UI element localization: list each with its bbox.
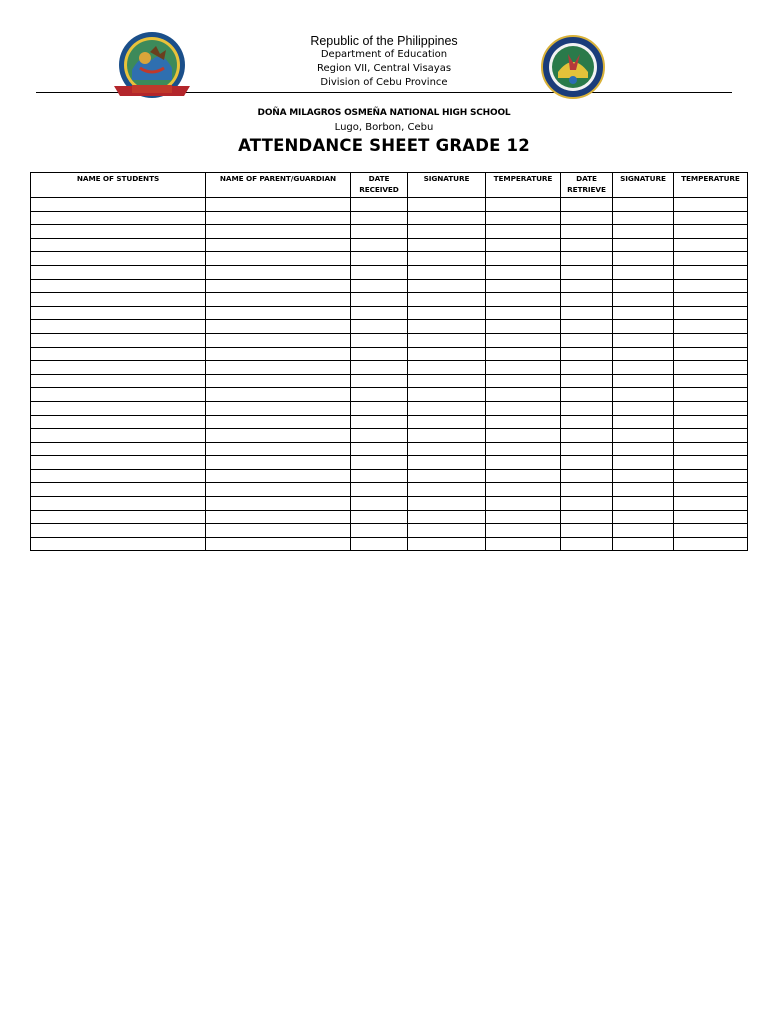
table-row bbox=[31, 415, 748, 429]
table-cell bbox=[613, 293, 674, 307]
table-row bbox=[31, 333, 748, 347]
table-cell bbox=[351, 374, 408, 388]
table-cell bbox=[351, 198, 408, 212]
deped-school-seal-icon bbox=[110, 30, 194, 104]
column-header: NAME OF STUDENTS bbox=[31, 173, 206, 198]
table-cell bbox=[486, 306, 561, 320]
table-cell bbox=[206, 333, 351, 347]
table-cell bbox=[408, 374, 486, 388]
table-cell bbox=[31, 456, 206, 470]
table-cell bbox=[674, 198, 748, 212]
table-cell bbox=[613, 252, 674, 266]
column-header: NAME OF PARENT/GUARDIAN bbox=[206, 173, 351, 198]
table-cell bbox=[613, 469, 674, 483]
table-row bbox=[31, 388, 748, 402]
table-cell bbox=[31, 401, 206, 415]
table-cell bbox=[561, 279, 613, 293]
table-cell bbox=[206, 456, 351, 470]
table-cell bbox=[351, 510, 408, 524]
table-cell bbox=[408, 238, 486, 252]
table-cell bbox=[31, 238, 206, 252]
table-cell bbox=[613, 401, 674, 415]
table-cell bbox=[486, 388, 561, 402]
table-cell bbox=[486, 537, 561, 551]
table-cell bbox=[561, 252, 613, 266]
table-cell bbox=[408, 265, 486, 279]
table-cell bbox=[31, 537, 206, 551]
table-cell bbox=[561, 469, 613, 483]
table-cell bbox=[31, 388, 206, 402]
table-cell bbox=[408, 306, 486, 320]
table-cell bbox=[561, 415, 613, 429]
column-header: TEMPERATURE bbox=[674, 173, 748, 198]
table-cell bbox=[408, 456, 486, 470]
table-cell bbox=[674, 483, 748, 497]
table-row bbox=[31, 483, 748, 497]
table-cell bbox=[408, 361, 486, 375]
table-cell bbox=[206, 469, 351, 483]
table-cell bbox=[206, 429, 351, 443]
table-cell bbox=[674, 537, 748, 551]
table-row bbox=[31, 306, 748, 320]
table-cell bbox=[561, 306, 613, 320]
table-cell bbox=[408, 347, 486, 361]
table-cell bbox=[31, 483, 206, 497]
table-cell bbox=[351, 442, 408, 456]
table-cell bbox=[486, 469, 561, 483]
division-heading: Division of Cebu Province bbox=[320, 77, 448, 88]
table-cell bbox=[31, 225, 206, 239]
table-cell bbox=[31, 374, 206, 388]
table-cell bbox=[31, 333, 206, 347]
table-cell bbox=[486, 510, 561, 524]
table-cell bbox=[486, 333, 561, 347]
table-cell bbox=[408, 524, 486, 538]
table-cell bbox=[486, 279, 561, 293]
table-cell bbox=[351, 361, 408, 375]
table-cell bbox=[561, 211, 613, 225]
table-row bbox=[31, 537, 748, 551]
table-cell bbox=[486, 442, 561, 456]
table-row bbox=[31, 225, 748, 239]
table-row bbox=[31, 497, 748, 511]
table-cell bbox=[206, 293, 351, 307]
table-cell bbox=[613, 320, 674, 334]
table-cell bbox=[31, 524, 206, 538]
table-cell bbox=[486, 198, 561, 212]
table-row bbox=[31, 374, 748, 388]
table-cell bbox=[674, 442, 748, 456]
table-cell bbox=[351, 483, 408, 497]
table-cell bbox=[31, 279, 206, 293]
table-cell bbox=[561, 238, 613, 252]
table-cell bbox=[408, 225, 486, 239]
table-cell bbox=[206, 238, 351, 252]
table-cell bbox=[351, 537, 408, 551]
table-row bbox=[31, 456, 748, 470]
table-cell bbox=[408, 198, 486, 212]
table-row bbox=[31, 469, 748, 483]
table-cell bbox=[486, 456, 561, 470]
table-cell bbox=[561, 429, 613, 443]
table-cell bbox=[351, 497, 408, 511]
school-address: Lugo, Borbon, Cebu bbox=[334, 122, 434, 133]
table-cell bbox=[351, 388, 408, 402]
table-cell bbox=[408, 442, 486, 456]
table-cell bbox=[613, 374, 674, 388]
table-cell bbox=[561, 483, 613, 497]
table-cell bbox=[31, 429, 206, 443]
table-cell bbox=[408, 401, 486, 415]
table-cell bbox=[561, 456, 613, 470]
table-cell bbox=[351, 238, 408, 252]
table-cell bbox=[31, 469, 206, 483]
table-cell bbox=[206, 524, 351, 538]
table-cell bbox=[674, 347, 748, 361]
table-cell bbox=[31, 415, 206, 429]
table-row bbox=[31, 510, 748, 524]
table-cell bbox=[408, 333, 486, 347]
table-cell bbox=[408, 211, 486, 225]
table-cell bbox=[206, 442, 351, 456]
table-cell bbox=[408, 429, 486, 443]
table-cell bbox=[674, 333, 748, 347]
table-cell bbox=[351, 265, 408, 279]
table-cell bbox=[674, 238, 748, 252]
table-cell bbox=[561, 265, 613, 279]
table-row bbox=[31, 238, 748, 252]
table-cell bbox=[206, 401, 351, 415]
table-cell bbox=[486, 497, 561, 511]
table-cell bbox=[613, 225, 674, 239]
table-cell bbox=[486, 252, 561, 266]
table-cell bbox=[674, 510, 748, 524]
table-cell bbox=[613, 361, 674, 375]
table-cell bbox=[561, 333, 613, 347]
table-row bbox=[31, 265, 748, 279]
table-cell bbox=[561, 537, 613, 551]
table-cell bbox=[486, 211, 561, 225]
table-cell bbox=[613, 279, 674, 293]
table-cell bbox=[674, 306, 748, 320]
table-row bbox=[31, 279, 748, 293]
column-header: SIGNATURE bbox=[408, 173, 486, 198]
table-cell bbox=[31, 293, 206, 307]
table-cell bbox=[674, 497, 748, 511]
table-cell bbox=[408, 537, 486, 551]
table-cell bbox=[351, 320, 408, 334]
table-cell bbox=[561, 497, 613, 511]
table-cell bbox=[674, 320, 748, 334]
table-cell bbox=[408, 388, 486, 402]
table-cell bbox=[674, 401, 748, 415]
table-cell bbox=[206, 347, 351, 361]
table-cell bbox=[351, 211, 408, 225]
table-cell bbox=[408, 415, 486, 429]
page-title: ATTENDANCE SHEET GRADE 12 bbox=[238, 136, 530, 155]
table-cell bbox=[674, 469, 748, 483]
table-row bbox=[31, 524, 748, 538]
table-cell bbox=[561, 442, 613, 456]
column-header: SIGNATURE bbox=[613, 173, 674, 198]
table-cell bbox=[206, 374, 351, 388]
table-cell bbox=[206, 265, 351, 279]
table-cell bbox=[486, 374, 561, 388]
table-cell bbox=[486, 320, 561, 334]
attendance-table-body bbox=[31, 198, 748, 551]
table-cell bbox=[561, 388, 613, 402]
table-cell bbox=[206, 497, 351, 511]
table-cell bbox=[613, 211, 674, 225]
table-cell bbox=[613, 483, 674, 497]
table-row bbox=[31, 401, 748, 415]
table-cell bbox=[31, 347, 206, 361]
table-cell bbox=[613, 388, 674, 402]
table-cell bbox=[351, 456, 408, 470]
table-cell bbox=[561, 225, 613, 239]
table-header-row bbox=[31, 173, 748, 198]
table-cell bbox=[486, 265, 561, 279]
table-cell bbox=[31, 442, 206, 456]
table-cell bbox=[674, 265, 748, 279]
division-of-cebu-province-seal-icon bbox=[540, 34, 606, 100]
table-cell bbox=[31, 361, 206, 375]
table-cell bbox=[206, 211, 351, 225]
table-cell bbox=[674, 456, 748, 470]
table-row bbox=[31, 252, 748, 266]
table-cell bbox=[351, 347, 408, 361]
table-cell bbox=[613, 497, 674, 511]
table-cell bbox=[206, 225, 351, 239]
table-cell bbox=[408, 293, 486, 307]
table-cell bbox=[31, 510, 206, 524]
table-cell bbox=[408, 320, 486, 334]
table-cell bbox=[486, 238, 561, 252]
table-cell bbox=[408, 483, 486, 497]
table-cell bbox=[206, 537, 351, 551]
table-cell bbox=[613, 429, 674, 443]
table-cell bbox=[31, 265, 206, 279]
table-cell bbox=[613, 456, 674, 470]
table-cell bbox=[674, 415, 748, 429]
department-heading: Department of Education bbox=[320, 49, 448, 60]
column-header: TEMPERATURE bbox=[486, 173, 561, 198]
table-row bbox=[31, 347, 748, 361]
table-cell bbox=[674, 252, 748, 266]
table-cell bbox=[561, 198, 613, 212]
table-cell bbox=[486, 401, 561, 415]
table-cell bbox=[561, 510, 613, 524]
table-cell bbox=[31, 497, 206, 511]
table-cell bbox=[351, 306, 408, 320]
table-cell bbox=[674, 211, 748, 225]
table-row bbox=[31, 442, 748, 456]
table-cell bbox=[674, 374, 748, 388]
table-cell bbox=[613, 524, 674, 538]
table-cell bbox=[486, 483, 561, 497]
table-cell bbox=[674, 293, 748, 307]
table-row bbox=[31, 198, 748, 212]
table-cell bbox=[674, 279, 748, 293]
region-heading: Region VII, Central Visayas bbox=[316, 63, 452, 74]
table-row bbox=[31, 293, 748, 307]
table-cell bbox=[561, 374, 613, 388]
table-cell bbox=[674, 429, 748, 443]
table-cell bbox=[486, 524, 561, 538]
table-cell bbox=[206, 361, 351, 375]
table-cell bbox=[408, 497, 486, 511]
table-cell bbox=[561, 320, 613, 334]
table-cell bbox=[206, 306, 351, 320]
table-cell bbox=[206, 483, 351, 497]
table-cell bbox=[206, 320, 351, 334]
table-cell bbox=[206, 252, 351, 266]
table-cell bbox=[31, 252, 206, 266]
table-cell bbox=[613, 415, 674, 429]
table-cell bbox=[613, 265, 674, 279]
table-cell bbox=[351, 279, 408, 293]
republic-heading: Republic of the Philippines bbox=[310, 34, 458, 48]
table-cell bbox=[613, 537, 674, 551]
table-row bbox=[31, 429, 748, 443]
table-cell bbox=[674, 388, 748, 402]
table-cell bbox=[486, 429, 561, 443]
table-cell bbox=[674, 524, 748, 538]
table-cell bbox=[561, 293, 613, 307]
table-cell bbox=[486, 361, 561, 375]
table-cell bbox=[613, 333, 674, 347]
table-cell bbox=[613, 347, 674, 361]
table-cell bbox=[351, 429, 408, 443]
table-row bbox=[31, 320, 748, 334]
table-cell bbox=[561, 401, 613, 415]
table-cell bbox=[408, 279, 486, 293]
table-cell bbox=[206, 279, 351, 293]
table-cell bbox=[613, 198, 674, 212]
table-cell bbox=[613, 238, 674, 252]
table-cell bbox=[486, 415, 561, 429]
table-cell bbox=[351, 524, 408, 538]
school-name: DOÑA MILAGROS OSMEÑA NATIONAL HIGH SCHOOL bbox=[257, 108, 511, 118]
table-cell bbox=[561, 361, 613, 375]
table-cell bbox=[31, 211, 206, 225]
table-cell bbox=[613, 306, 674, 320]
attendance-table bbox=[30, 172, 748, 551]
table-cell bbox=[206, 198, 351, 212]
table-cell bbox=[351, 333, 408, 347]
table-row bbox=[31, 361, 748, 375]
table-cell bbox=[674, 225, 748, 239]
table-cell bbox=[486, 293, 561, 307]
column-header: DATE RECEIVED bbox=[351, 173, 408, 198]
table-cell bbox=[351, 401, 408, 415]
table-cell bbox=[351, 252, 408, 266]
table-cell bbox=[674, 361, 748, 375]
table-cell bbox=[31, 306, 206, 320]
table-cell bbox=[561, 524, 613, 538]
table-cell bbox=[561, 347, 613, 361]
table-cell bbox=[31, 198, 206, 212]
table-cell bbox=[206, 415, 351, 429]
table-cell bbox=[351, 293, 408, 307]
table-cell bbox=[613, 442, 674, 456]
table-cell bbox=[206, 388, 351, 402]
table-cell bbox=[486, 347, 561, 361]
table-cell bbox=[408, 510, 486, 524]
table-cell bbox=[351, 469, 408, 483]
table-cell bbox=[408, 469, 486, 483]
column-header: DATE RETRIEVE bbox=[561, 173, 613, 198]
table-cell bbox=[351, 225, 408, 239]
table-cell bbox=[351, 415, 408, 429]
table-row bbox=[31, 211, 748, 225]
table-cell bbox=[206, 510, 351, 524]
table-cell bbox=[613, 510, 674, 524]
table-cell bbox=[31, 320, 206, 334]
table-cell bbox=[408, 252, 486, 266]
table-cell bbox=[486, 225, 561, 239]
